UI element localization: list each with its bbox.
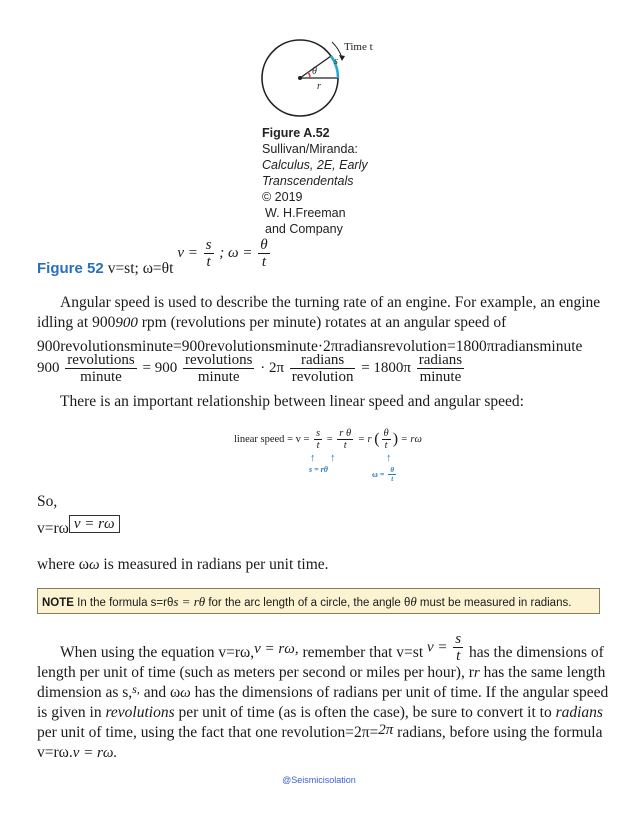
eq-den: t [391, 475, 394, 483]
formula-num: θ [260, 237, 268, 253]
boxed-formula: v = rω [69, 515, 120, 533]
theta-label: θ [312, 66, 317, 77]
formula-part: v = [427, 639, 448, 656]
eq-part: = r [357, 434, 372, 445]
math-run: ω [180, 685, 191, 701]
text-run: remember that v=st [298, 644, 424, 661]
text-run: rpm (revolutions per minute) rotates at an angular speed of [137, 314, 507, 331]
eq-den: minute [197, 369, 240, 385]
caption-line: © 2019 [262, 190, 303, 204]
arrow-1: ↑ [310, 452, 316, 464]
caption-line: and Company [265, 222, 343, 236]
figure-caption [262, 125, 402, 237]
para3-line2 [37, 663, 605, 683]
math-run: θ [410, 594, 417, 609]
text-run: has the same length [479, 664, 606, 681]
text-run: has the dimensions of radians per unit of time. If the angular speed [190, 684, 609, 701]
eq-num: radians [290, 352, 356, 369]
math-run: 2π [378, 722, 394, 738]
note-box [37, 588, 600, 614]
math-run: r [473, 665, 480, 681]
time-label: Time t [344, 41, 373, 53]
angle-arc [308, 72, 310, 78]
caption-line: Calculus, 2E, Early [262, 158, 368, 172]
eq-num: s [316, 428, 321, 439]
para2: There is an important relationship between linear speed and angular speed: [60, 393, 524, 410]
time-arrow-head [339, 55, 345, 61]
text-run: and ω [139, 684, 181, 701]
eq-part: linear speed [234, 434, 285, 445]
para3-line1 [60, 631, 604, 664]
text-run: v=rω. [37, 744, 73, 761]
eq-den: revolution [291, 369, 354, 385]
footer-watermark[interactable]: @Seismicisolation [282, 775, 356, 785]
text-run: When using the equation v=rω, [60, 644, 255, 661]
s-label: s [334, 56, 338, 67]
text-run: per unit of time (as is often the case), be sure to convert it to [174, 704, 556, 721]
text-run: v=rω [37, 520, 69, 537]
text-run: In the formula s=rθ [73, 597, 174, 609]
eq-num: revolutions [67, 352, 135, 368]
text-run: dimension as s, [37, 684, 133, 701]
eq-part: = 1800π [361, 360, 411, 376]
so-text: So, [37, 493, 58, 510]
eq-num: θ [390, 466, 395, 474]
equation-rpm [37, 352, 466, 385]
note-text [42, 594, 571, 610]
math-run: v = rω. [72, 745, 118, 761]
eq-part: ω = [372, 470, 385, 479]
formula-den: t [261, 254, 266, 270]
formula-den: t [206, 254, 211, 270]
figure-52-text: v=st; ω=θt [107, 260, 174, 277]
caption-line: Transcendentals [262, 174, 354, 188]
eq-num: θ [383, 428, 389, 439]
formula-den: t [456, 648, 461, 664]
formula-num: s [455, 631, 462, 647]
center-point [298, 76, 302, 80]
text-run: for the arc length of a circle, the angle θ [205, 597, 411, 609]
math-run: s, [132, 682, 140, 696]
eq-part: · 2π [260, 360, 285, 376]
para3-line5 [37, 723, 602, 743]
r-label: r [317, 81, 321, 92]
figure-52-label: Figure 52 [37, 260, 104, 277]
text-run: is measured in radians per unit time. [99, 556, 329, 573]
para1-line2 [37, 313, 506, 333]
eq-part: 900 [37, 360, 60, 376]
eq-den: t [343, 440, 347, 451]
figure-52-line [37, 237, 272, 277]
text-run: where ω [37, 556, 89, 573]
eq-den: t [316, 440, 320, 451]
eq-part: = [326, 434, 333, 445]
eq-part: = v = [287, 434, 310, 445]
fraction-v-s-t [427, 631, 465, 664]
formula-num: s [205, 237, 212, 253]
italic-run: revolutions [105, 704, 175, 721]
eq-den: t [384, 440, 388, 451]
sub-s-eq: s = rθ [309, 465, 328, 474]
where-line [37, 555, 329, 575]
eq-part: = rω [400, 434, 422, 445]
text-run: has the dimensions of [469, 644, 604, 661]
text-run: radians, before using the formula [393, 724, 603, 741]
eq-den: minute [419, 369, 462, 385]
figure-52-formula [177, 237, 271, 270]
arrow-3: ↑ [386, 452, 392, 464]
formula-part: ; ω = [219, 245, 253, 261]
eq-den: minute [80, 369, 122, 385]
eq-num: revolutions [184, 352, 253, 368]
para3-line3 [37, 683, 608, 703]
para1-line1: Angular speed is used to describe the turning rate of an engine. For example, an engine [60, 294, 601, 311]
para3-line4 [37, 703, 603, 723]
figure-diagram [250, 30, 400, 130]
text-run: idling at 900 [37, 314, 116, 331]
note-label: NOTE [42, 597, 74, 609]
text-run: must be measured in radians. [416, 597, 572, 609]
eq-num: r θ [339, 428, 352, 439]
math-run: ω [88, 557, 100, 573]
formula-part: v = [177, 245, 198, 261]
caption-line: W. H.Freeman [265, 206, 346, 220]
sub-omega-eq [372, 466, 398, 483]
arrow-2: ↑ [330, 452, 336, 464]
caption-title: Figure A.52 [262, 126, 330, 140]
eq-part: = 900 [142, 360, 178, 376]
math-run: s = rθ [173, 594, 206, 609]
caption-line: Sullivan/Miranda: [262, 142, 358, 156]
para1-line3: 900revolutionsminute=900revolutionsminute·2πradiansrevolution=1800πradiansminute [37, 338, 583, 355]
math-run: 900 [115, 315, 138, 331]
text-run: per unit of time, using the fact that one revolution=2π= [37, 724, 379, 741]
para3-line6 [37, 743, 117, 763]
equation-linear-speed: linear speed = v = $\frac{s}{t}$ = $\frac{\text{r θ}}{t}$ = r ( $\frac{\theta}{t}$ ) = rω [234, 428, 422, 451]
v-equals-line [37, 516, 120, 539]
text-run: is given in [37, 704, 106, 721]
math-run: v = rω, [254, 641, 299, 657]
eq-num: radians [418, 352, 463, 368]
text-run: length per unit of time (such as meters per second or miles per hour), r [37, 664, 474, 681]
italic-run: radians [555, 704, 603, 721]
